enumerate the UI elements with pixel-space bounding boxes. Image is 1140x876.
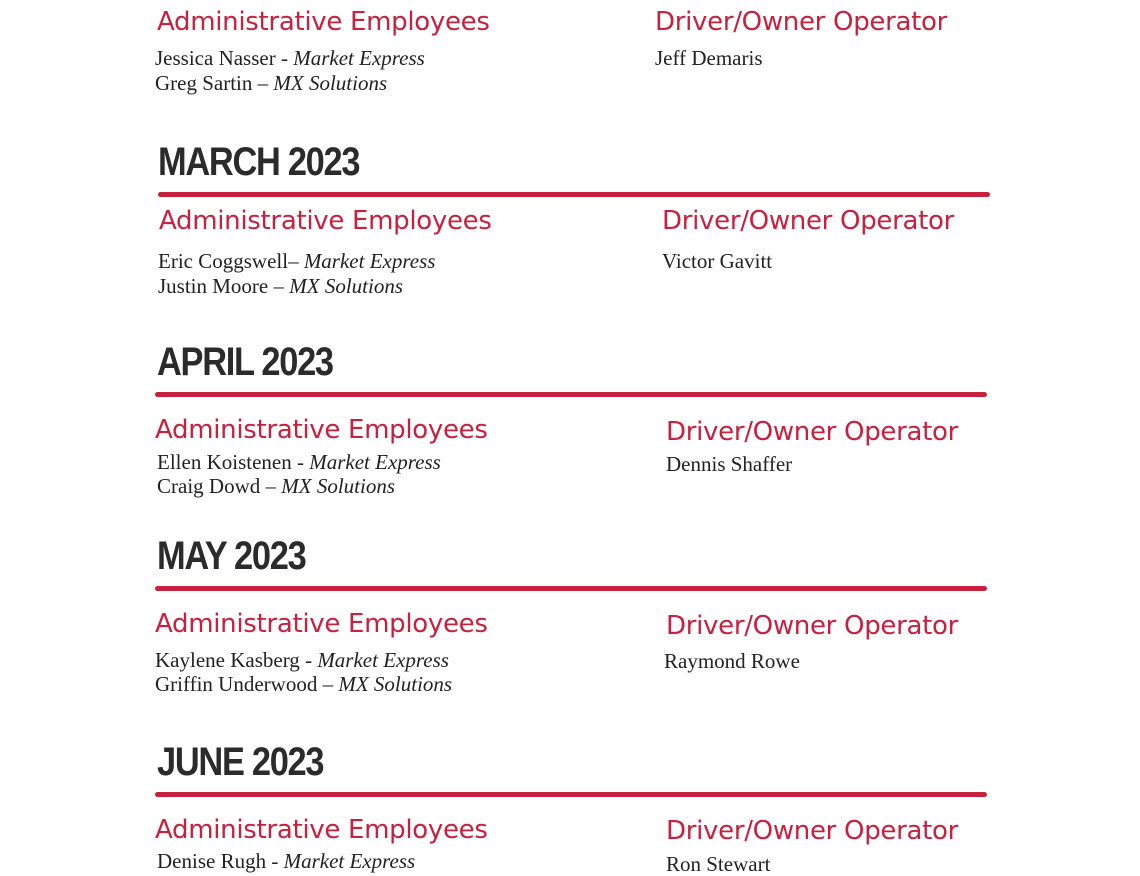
divider-rule	[158, 192, 990, 197]
driver-entry: Victor Gavitt	[662, 249, 773, 273]
divider-rule	[155, 586, 987, 591]
admin-entry: Justin Moore – MX Solutions	[158, 274, 403, 298]
admin-entry: Jessica Nasser - Market Express	[155, 46, 425, 70]
month-heading: MAY 2023	[157, 534, 306, 578]
driver-entry: Ron Stewart	[666, 852, 771, 876]
driver-heading: Driver/Owner Operator	[666, 816, 959, 846]
admin-entry: Eric Coggswell– Market Express	[158, 249, 436, 273]
admin-heading: Administrative Employees	[155, 415, 488, 445]
divider-rule	[155, 792, 987, 797]
admin-entry: Ellen Koistenen - Market Express	[157, 450, 441, 474]
admin-heading: Administrative Employees	[159, 206, 492, 236]
driver-entry: Jeff Demaris	[655, 46, 763, 70]
admin-heading: Administrative Employees	[155, 815, 488, 845]
admin-heading: Administrative Employees	[157, 7, 490, 37]
driver-entry: Dennis Shaffer	[666, 452, 793, 476]
admin-entry: Denise Rugh - Market Express	[157, 849, 416, 873]
month-heading: JUNE 2023	[157, 740, 324, 784]
admin-entry: Kaylene Kasberg - Market Express	[155, 648, 449, 672]
admin-heading: Administrative Employees	[155, 609, 488, 639]
admin-entry: Craig Dowd – MX Solutions	[157, 474, 395, 498]
divider-rule	[155, 392, 987, 397]
month-heading: MARCH 2023	[158, 140, 360, 184]
driver-heading: Driver/Owner Operator	[662, 206, 955, 236]
driver-heading: Driver/Owner Operator	[666, 611, 959, 641]
admin-entry: Greg Sartin – MX Solutions	[155, 71, 388, 95]
driver-heading: Driver/Owner Operator	[655, 7, 948, 37]
driver-heading: Driver/Owner Operator	[666, 417, 959, 447]
admin-entry: Griffin Underwood – MX Solutions	[155, 672, 453, 696]
month-heading: APRIL 2023	[157, 340, 333, 384]
driver-entry: Raymond Rowe	[664, 649, 800, 673]
